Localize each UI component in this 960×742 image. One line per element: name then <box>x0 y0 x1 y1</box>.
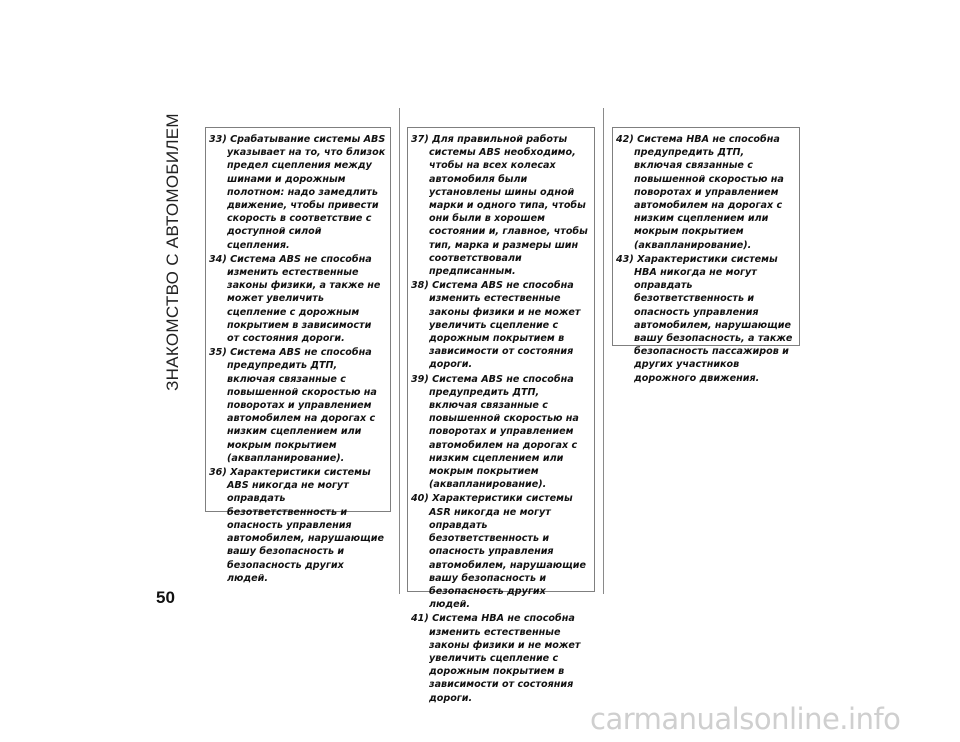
warning-box-column-1 <box>205 127 391 584</box>
warning-item-35: 35) Система ABS не способна предупредить ДТП, включая связанные с повышенной скоростью на поворотах и управлением автомобилем на дорогах с низким сцеплением или мокрым покрытием (аквапланирование). <box>209 347 377 464</box>
warning-item-34: 34) Система ABS не способна изменить естественные законы физики, а также не может увеличить сцепление с дорожным покрытием в зависимости от состояния дороги. <box>209 253 381 345</box>
column-divider-right <box>603 108 604 594</box>
watermark: carmanualsonline.info <box>590 702 901 736</box>
warning-box-column-3 <box>612 127 800 384</box>
warning-item-43: 43) Характеристики системы HBA никогда не могут оправдать безответственность и опасность управления автомобилем, нарушающие вашу безопасность, а также безопасность пассажиров и других участников дорожного движения. <box>616 253 793 384</box>
warning-box-column-2 <box>407 127 595 704</box>
warning-item-37: 37) Для правильной работы системы ABS необходимо, чтобы на всех колесах автомобиля были установлены шины одной марки и одного типа, чтобы они были в хорошем состоянии и, главное, чтобы тип, марка и размеры шин соответствовали предписанным. <box>411 134 588 278</box>
section-title-text: ЗНАКОМСТВО С АВТОМОБИЛЕМ <box>163 113 183 391</box>
warning-item-39: 39) Система ABS не способна предупредить ДТП, включая связанные с повышенной скоростью на поворотах и управлением автомобилем на дорогах с низким сцеплением или мокрым покрытием (аквапланирование). <box>411 373 579 491</box>
warning-item-42: 42) Система HBA не способна предупредить ДТП, включая связанные с повышенной скоростью на поворотах и управлением автомобилем на дорогах с низким сцеплением или мокрым покрытием (аквапланирование). <box>616 134 784 251</box>
warning-item-41: 41) Система HBA не способна изменить естественные законы физики и не может увеличить сцепление с дорожным покрытием в зависимости от состояния дороги. <box>411 613 581 704</box>
column-divider-left <box>399 108 400 594</box>
warning-item-33: 33) Срабатывание системы ABS указывает на то, что близок предел сцепления между шинами и дорожным полотном: надо замедлить движение, чтобы привести скорость в соответствие с доступной силой сцепления. <box>209 134 386 251</box>
page-number: 50 <box>156 588 175 607</box>
warning-item-38: 38) Система ABS не способна изменить естественные законы физики и не может увеличить сцепление с дорожным покрытием в зависимости от состояния дороги. <box>411 280 581 371</box>
warning-item-40: 40) Характеристики системы ASR никогда не могут оправдать безответственность и опасность управления автомобилем, нарушающие вашу безопасность и безопасность других людей. <box>411 493 586 611</box>
warning-item-36: 36) Характеристики системы ABS никогда не могут оправдать безответственность и опасность управления автомобилем, нарушающие вашу безопасность и безопасность других людей. <box>209 467 384 584</box>
section-side-title <box>163 113 183 391</box>
